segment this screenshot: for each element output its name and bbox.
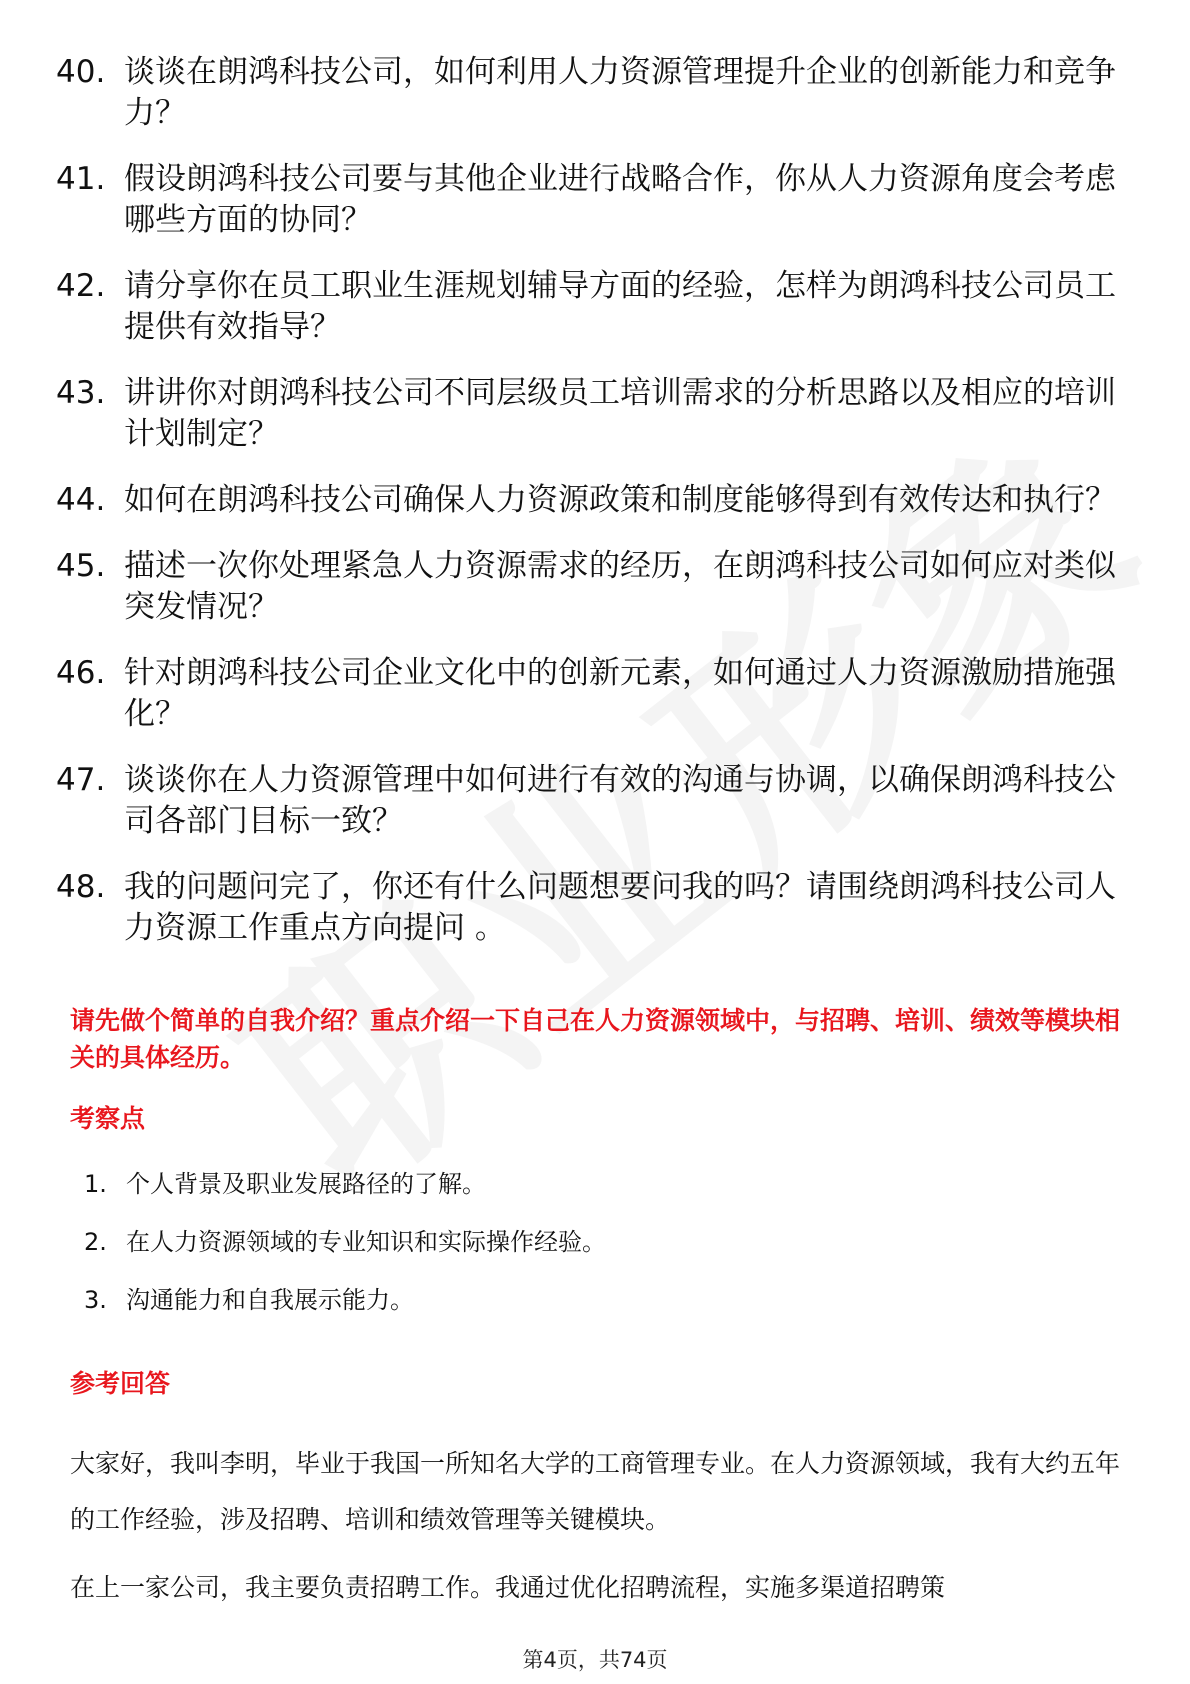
question-number: 42.	[56, 268, 106, 304]
question-item	[56, 867, 1116, 949]
intro-question: 请先做个简单的自我介绍？重点介绍一下自己在人力资源领域中，与招聘、培训、绩效等模块相关的具体经历。	[70, 1006, 1121, 1072]
section-title-points: 考察点	[70, 1104, 146, 1133]
question-item	[56, 480, 1116, 521]
question-item	[56, 266, 1116, 348]
question-number: 43.	[56, 375, 106, 411]
question-item	[56, 760, 1116, 842]
question-list	[56, 52, 1116, 974]
answer-paragraph-1: 大家好，我叫李明，毕业于我国一所知名大学的工商管理专业。在人力资源领域，我有大约五年的工作经验，涉及招聘、培训和绩效管理等关键模块。	[70, 1449, 1121, 1534]
question-text: 针对朗鸿科技公司企业文化中的创新元素，如何通过人力资源激励措施强化？	[124, 655, 1116, 732]
question-text: 讲讲你对朗鸿科技公司不同层级员工培训需求的分析思路以及相应的培训计划制定？	[124, 375, 1116, 452]
question-number: 47.	[56, 762, 106, 798]
question-number: 40.	[56, 54, 106, 90]
list-item	[84, 1225, 1084, 1259]
question-text: 谈谈在朗鸿科技公司，如何利用人力资源管理提升企业的创新能力和竞争力？	[124, 54, 1116, 131]
section-title-answer: 参考回答	[70, 1369, 171, 1398]
question-number: 46.	[56, 655, 106, 691]
question-number: 41.	[56, 161, 106, 197]
question-item	[56, 52, 1116, 134]
question-item	[56, 373, 1116, 455]
points-list	[84, 1167, 1084, 1341]
question-text: 请分享你在员工职业生涯规划辅导方面的经验，怎样为朗鸿科技公司员工提供有效指导？	[124, 268, 1116, 345]
point-number: 3.	[84, 1286, 107, 1314]
list-item	[84, 1167, 1084, 1201]
point-number: 2.	[84, 1228, 107, 1256]
page-footer: 第4页，共74页	[522, 1648, 668, 1672]
question-number: 44.	[56, 482, 106, 518]
question-item	[56, 653, 1116, 735]
point-text: 个人背景及职业发展路径的了解。	[126, 1170, 486, 1198]
point-text: 沟通能力和自我展示能力。	[126, 1286, 414, 1314]
question-text: 如何在朗鸿科技公司确保人力资源政策和制度能够得到有效传达和执行？	[124, 482, 1116, 518]
question-text: 谈谈你在人力资源管理中如何进行有效的沟通与协调，以确保朗鸿科技公司各部门目标一致？	[124, 762, 1116, 839]
list-item	[84, 1283, 1084, 1317]
question-item	[56, 546, 1116, 628]
question-item	[56, 159, 1116, 241]
question-text: 假设朗鸿科技公司要与其他企业进行战略合作，你从人力资源角度会考虑哪些方面的协同？	[124, 161, 1116, 238]
point-number: 1.	[84, 1170, 107, 1198]
question-number: 48.	[56, 869, 106, 905]
answer-paragraph-2: 在上一家公司，我主要负责招聘工作。我通过优化招聘流程，实施多渠道招聘策	[70, 1573, 946, 1602]
question-number: 45.	[56, 548, 106, 584]
point-text: 在人力资源领域的专业知识和实际操作经验。	[126, 1228, 606, 1256]
question-text: 我的问题问完了，你还有什么问题想要问我的吗？请围绕朗鸿科技公司人力资源工作重点方向提问 。	[124, 869, 1116, 946]
question-text: 描述一次你处理紧急人力资源需求的经历，在朗鸿科技公司如何应对类似突发情况？	[124, 548, 1116, 625]
